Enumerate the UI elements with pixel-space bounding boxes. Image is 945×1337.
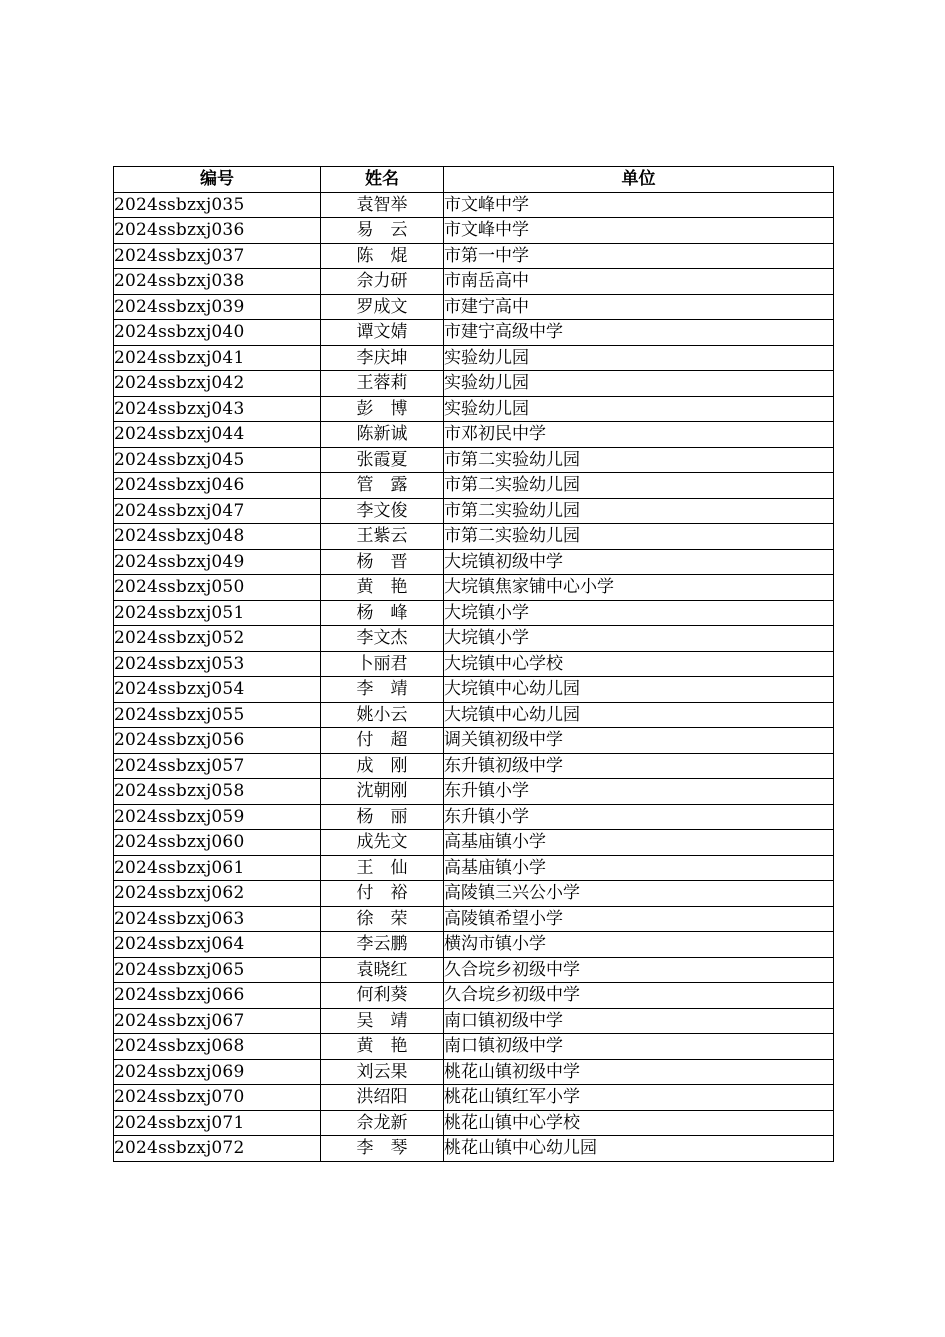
table-row — [114, 396, 834, 422]
cell-unit: 市南岳高中 — [444, 269, 834, 295]
cell-unit: 高陵镇三兴公小学 — [444, 881, 834, 907]
cell-unit: 实验幼儿园 — [444, 371, 834, 397]
table-row — [114, 753, 834, 779]
table-row — [114, 371, 834, 397]
header-unit: 单位 — [444, 167, 834, 193]
cell-unit: 实验幼儿园 — [444, 396, 834, 422]
cell-id: 2024ssbzxj044 — [114, 422, 321, 448]
table-row — [114, 1110, 834, 1136]
header-id: 编号 — [114, 167, 321, 193]
cell-id: 2024ssbzxj046 — [114, 473, 321, 499]
cell-id: 2024ssbzxj047 — [114, 498, 321, 524]
table-row — [114, 906, 834, 932]
cell-name: 张霞夏 — [321, 447, 444, 473]
cell-id: 2024ssbzxj057 — [114, 753, 321, 779]
cell-id: 2024ssbzxj037 — [114, 243, 321, 269]
cell-id: 2024ssbzxj072 — [114, 1136, 321, 1162]
cell-name: 佘龙新 — [321, 1110, 444, 1136]
cell-id: 2024ssbzxj035 — [114, 192, 321, 218]
cell-name: 卜丽君 — [321, 651, 444, 677]
cell-unit: 高基庙镇小学 — [444, 830, 834, 856]
cell-unit: 大垸镇小学 — [444, 600, 834, 626]
cell-id: 2024ssbzxj036 — [114, 218, 321, 244]
cell-name: 杨 晋 — [321, 549, 444, 575]
cell-id: 2024ssbzxj039 — [114, 294, 321, 320]
cell-name: 易 云 — [321, 218, 444, 244]
table-row — [114, 626, 834, 652]
cell-unit: 桃花山镇初级中学 — [444, 1059, 834, 1085]
cell-name: 李云鹏 — [321, 932, 444, 958]
table-row — [114, 983, 834, 1009]
cell-name: 姚小云 — [321, 702, 444, 728]
cell-name: 李 琴 — [321, 1136, 444, 1162]
table-body — [114, 192, 834, 1161]
cell-unit: 市建宁高中 — [444, 294, 834, 320]
cell-id: 2024ssbzxj040 — [114, 320, 321, 346]
cell-name: 王紫云 — [321, 524, 444, 550]
cell-id: 2024ssbzxj069 — [114, 1059, 321, 1085]
table-row — [114, 1085, 834, 1111]
table-row — [114, 804, 834, 830]
roster-table — [113, 166, 834, 1162]
cell-unit: 市文峰中学 — [444, 218, 834, 244]
cell-unit: 大垸镇小学 — [444, 626, 834, 652]
table-row — [114, 600, 834, 626]
cell-unit: 久合垸乡初级中学 — [444, 983, 834, 1009]
cell-id: 2024ssbzxj056 — [114, 728, 321, 754]
cell-id: 2024ssbzxj042 — [114, 371, 321, 397]
cell-name: 彭 博 — [321, 396, 444, 422]
header-row — [114, 167, 834, 193]
table-row — [114, 549, 834, 575]
cell-id: 2024ssbzxj059 — [114, 804, 321, 830]
cell-unit: 大垸镇焦家铺中心小学 — [444, 575, 834, 601]
cell-id: 2024ssbzxj058 — [114, 779, 321, 805]
table-row — [114, 473, 834, 499]
cell-name: 管 露 — [321, 473, 444, 499]
cell-unit: 大垸镇中心幼儿园 — [444, 702, 834, 728]
cell-id: 2024ssbzxj064 — [114, 932, 321, 958]
cell-name: 李 靖 — [321, 677, 444, 703]
cell-name: 袁智举 — [321, 192, 444, 218]
cell-id: 2024ssbzxj071 — [114, 1110, 321, 1136]
cell-unit: 桃花山镇中心学校 — [444, 1110, 834, 1136]
cell-name: 罗成文 — [321, 294, 444, 320]
cell-name: 何利葵 — [321, 983, 444, 1009]
cell-unit: 桃花山镇中心幼儿园 — [444, 1136, 834, 1162]
cell-id: 2024ssbzxj041 — [114, 345, 321, 371]
cell-unit: 桃花山镇红军小学 — [444, 1085, 834, 1111]
table-row — [114, 932, 834, 958]
cell-id: 2024ssbzxj055 — [114, 702, 321, 728]
table-row — [114, 1059, 834, 1085]
table-row — [114, 1008, 834, 1034]
header-name: 姓名 — [321, 167, 444, 193]
table-row — [114, 269, 834, 295]
cell-name: 谭文婧 — [321, 320, 444, 346]
table-row — [114, 1034, 834, 1060]
cell-id: 2024ssbzxj053 — [114, 651, 321, 677]
cell-unit: 市第二实验幼儿园 — [444, 447, 834, 473]
table-row — [114, 1136, 834, 1162]
cell-id: 2024ssbzxj049 — [114, 549, 321, 575]
cell-name: 徐 荣 — [321, 906, 444, 932]
cell-name: 佘力研 — [321, 269, 444, 295]
cell-id: 2024ssbzxj045 — [114, 447, 321, 473]
cell-name: 陈新诚 — [321, 422, 444, 448]
cell-unit: 市第二实验幼儿园 — [444, 524, 834, 550]
cell-name: 陈 焜 — [321, 243, 444, 269]
cell-name: 付 超 — [321, 728, 444, 754]
cell-id: 2024ssbzxj062 — [114, 881, 321, 907]
cell-name: 刘云果 — [321, 1059, 444, 1085]
table-row — [114, 728, 834, 754]
cell-id: 2024ssbzxj054 — [114, 677, 321, 703]
cell-name: 吴 靖 — [321, 1008, 444, 1034]
cell-name: 付 裕 — [321, 881, 444, 907]
cell-unit: 市第二实验幼儿园 — [444, 473, 834, 499]
cell-name: 成先文 — [321, 830, 444, 856]
table-header — [114, 167, 834, 193]
cell-id: 2024ssbzxj063 — [114, 906, 321, 932]
table-row — [114, 243, 834, 269]
cell-unit: 东升镇初级中学 — [444, 753, 834, 779]
cell-unit: 高基庙镇小学 — [444, 855, 834, 881]
table-row — [114, 422, 834, 448]
cell-id: 2024ssbzxj060 — [114, 830, 321, 856]
cell-name: 袁晓红 — [321, 957, 444, 983]
table-row — [114, 294, 834, 320]
cell-unit: 大垸镇中心学校 — [444, 651, 834, 677]
cell-id: 2024ssbzxj052 — [114, 626, 321, 652]
table-row — [114, 830, 834, 856]
cell-unit: 大垸镇初级中学 — [444, 549, 834, 575]
cell-id: 2024ssbzxj048 — [114, 524, 321, 550]
cell-name: 王 仙 — [321, 855, 444, 881]
table-row — [114, 702, 834, 728]
cell-unit: 市第一中学 — [444, 243, 834, 269]
table-row — [114, 320, 834, 346]
cell-id: 2024ssbzxj066 — [114, 983, 321, 1009]
cell-id: 2024ssbzxj043 — [114, 396, 321, 422]
table-row — [114, 957, 834, 983]
cell-name: 王蓉莉 — [321, 371, 444, 397]
table-row — [114, 498, 834, 524]
table-row — [114, 524, 834, 550]
table-row — [114, 677, 834, 703]
table-row — [114, 779, 834, 805]
cell-unit: 久合垸乡初级中学 — [444, 957, 834, 983]
cell-name: 杨 峰 — [321, 600, 444, 626]
cell-id: 2024ssbzxj051 — [114, 600, 321, 626]
table-row — [114, 575, 834, 601]
table-row — [114, 855, 834, 881]
cell-id: 2024ssbzxj070 — [114, 1085, 321, 1111]
table-row — [114, 881, 834, 907]
cell-unit: 高陵镇希望小学 — [444, 906, 834, 932]
cell-name: 李文杰 — [321, 626, 444, 652]
cell-unit: 调关镇初级中学 — [444, 728, 834, 754]
table-row — [114, 192, 834, 218]
cell-id: 2024ssbzxj061 — [114, 855, 321, 881]
cell-name: 杨 丽 — [321, 804, 444, 830]
table-row — [114, 218, 834, 244]
cell-name: 成 刚 — [321, 753, 444, 779]
cell-id: 2024ssbzxj065 — [114, 957, 321, 983]
cell-unit: 南口镇初级中学 — [444, 1034, 834, 1060]
table-row — [114, 345, 834, 371]
cell-unit: 市文峰中学 — [444, 192, 834, 218]
cell-name: 黄 艳 — [321, 1034, 444, 1060]
cell-name: 沈朝刚 — [321, 779, 444, 805]
cell-unit: 大垸镇中心幼儿园 — [444, 677, 834, 703]
cell-unit: 市建宁高级中学 — [444, 320, 834, 346]
cell-unit: 东升镇小学 — [444, 779, 834, 805]
cell-id: 2024ssbzxj068 — [114, 1034, 321, 1060]
cell-unit: 市邓初民中学 — [444, 422, 834, 448]
cell-unit: 南口镇初级中学 — [444, 1008, 834, 1034]
cell-unit: 市第二实验幼儿园 — [444, 498, 834, 524]
cell-unit: 实验幼儿园 — [444, 345, 834, 371]
cell-id: 2024ssbzxj050 — [114, 575, 321, 601]
cell-unit: 横沟市镇小学 — [444, 932, 834, 958]
cell-name: 黄 艳 — [321, 575, 444, 601]
table-row — [114, 447, 834, 473]
cell-unit: 东升镇小学 — [444, 804, 834, 830]
cell-id: 2024ssbzxj067 — [114, 1008, 321, 1034]
cell-name: 李文俊 — [321, 498, 444, 524]
table-row — [114, 651, 834, 677]
cell-name: 洪绍阳 — [321, 1085, 444, 1111]
cell-name: 李庆坤 — [321, 345, 444, 371]
cell-id: 2024ssbzxj038 — [114, 269, 321, 295]
